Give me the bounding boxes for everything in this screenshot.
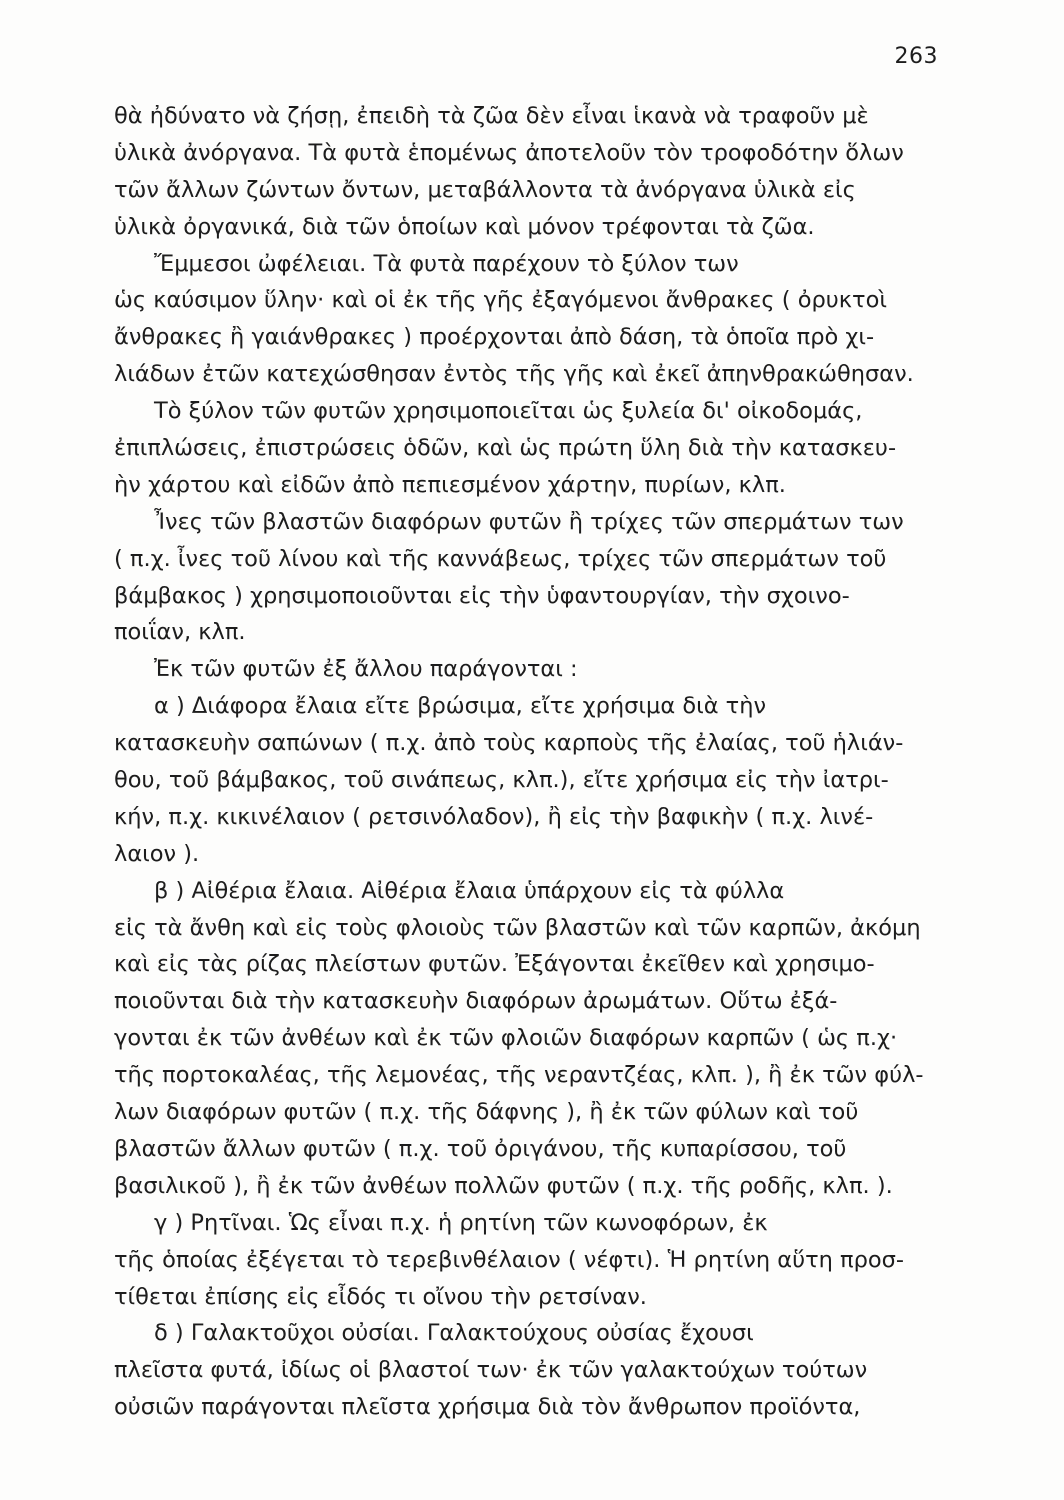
text-line: ὴν χάρτου καὶ εἰδῶν ἀπὸ πεπιεσμένον χάρτην, πυρίων, κλπ.: [114, 471, 786, 498]
text-line: Ἶνες τῶν βλαστῶν διαφόρων φυτῶν ἢ τρίχες τῶν σπερμάτων των: [154, 508, 904, 535]
text-line: ποιοῦνται διὰ τὴν κατασκευὴν διαφόρων ἀρωμάτων. Οὕτω ἐξά-: [114, 988, 838, 1015]
text-line: πλεῖστα φυτά, ἰδίως οἱ βλαστοί των· ἐκ τῶν γαλακτούχων τούτων: [114, 1357, 868, 1384]
text-line: α ) Διάφορα ἔλαια εἴτε βρώσιμα, εἴτε χρήσιμα διὰ τὴν: [154, 693, 767, 720]
text-line: Ἔμμεσοι ὠφέλειαι. Τὰ φυτὰ παρέχουν τὸ ξύλον των: [154, 250, 739, 277]
text-line: τῆς πορτοκαλέας, τῆς λεμονέας, τῆς νεραντζέας, κλπ. ), ἢ ἐκ τῶν φύλ-: [114, 1062, 924, 1089]
text-line: λιάδων ἐτῶν κατεχώσθησαν ἐντὸς τῆς γῆς καὶ ἐκεῖ ἀπηνθρακώθησαν.: [114, 361, 914, 388]
text-line: ( π.χ. ἶνες τοῦ λίνου καὶ τῆς καννάβεως, τρίχες τῶν σπερμάτων τοῦ: [114, 545, 887, 572]
text-line: β ) Αἰθέρια ἔλαια. Αἰθέρια ἔλαια ὑπάρχουν εἰς τὰ φύλλα: [154, 877, 785, 904]
text-line: καὶ εἰς τὰς ρίζας πλείστων φυτῶν. Ἐξάγονται ἐκεῖθεν καὶ χρησιμο-: [114, 951, 875, 978]
text-line: λαιον ).: [114, 840, 200, 867]
text-line: ποιΐαν, κλπ.: [114, 619, 246, 646]
text-line: Ἐκ τῶν φυτῶν ἐξ ἄλλου παράγονται :: [154, 656, 578, 683]
text-line: κατασκευὴν σαπώνων ( π.χ. ἀπὸ τοὺς καρποὺς τῆς ἐλαίας, τοῦ ἡλιάν-: [114, 730, 904, 757]
text-line: γ ) Ρητῖναι. Ὡς εἶναι π.χ. ἡ ρητίνη τῶν κωνοφόρων, ἐκ: [154, 1209, 768, 1236]
text-line: ὡς καύσιμον ὕλην· καὶ οἱ ἐκ τῆς γῆς ἐξαγόμενοι ἄνθρακες ( ὀρυκτοὶ: [114, 287, 887, 314]
text-line: τῆς ὁποίας ἐξέγεται τὸ τερεβινθέλαιον ( νέφτι). Ἡ ρητίνη αὕτη προσ-: [114, 1246, 905, 1273]
text-line: ἄνθρακες ἢ γαιάνθρακες ) προέρχονται ἀπὸ δάση, τὰ ὁποῖα πρὸ χι-: [114, 324, 875, 351]
text-line: βλαστῶν ἄλλων φυτῶν ( π.χ. τοῦ ὀριγάνου, τῆς κυπαρίσσου, τοῦ: [114, 1135, 847, 1162]
text-line: λων διαφόρων φυτῶν ( π.χ. τῆς δάφνης ), ἢ ἐκ τῶν φύλων καὶ τοῦ: [114, 1099, 859, 1126]
text-line: βάμβακος ) χρησιμοποιοῦνται εἰς τὴν ὑφαντουργίαν, τὴν σχοινο-: [114, 582, 850, 609]
text-line: βασιλικοῦ ), ἢ ἐκ τῶν ἀνθέων πολλῶν φυτῶν ( π.χ. τῆς ροδῆς, κλπ. ).: [114, 1172, 893, 1199]
text-line: τῶν ἄλλων ζώντων ὄντων, μεταβάλλοντα τὰ ἀνόργανα ὑλικὰ εἰς: [114, 176, 856, 203]
body-text: [114, 98, 954, 1426]
text-line: τίθεται ἐπίσης εἰς εἶδός τι οἴνου τὴν ρετσίναν.: [114, 1283, 647, 1310]
text-line: ὑλικὰ ὀργανικά, διὰ τῶν ὁποίων καὶ μόνον τρέφονται τὰ ζῶα.: [114, 213, 815, 240]
text-line: ὑλικὰ ἀνόργανα. Τὰ φυτὰ ἑπομένως ἀποτελοῦν τὸν τροφοδότην ὅλων: [114, 139, 904, 166]
text-line: εἰς τὰ ἄνθη καὶ εἰς τοὺς φλοιοὺς τῶν βλαστῶν καὶ τῶν καρπῶν, ἀκόμη: [114, 914, 921, 941]
text-line: κήν, π.χ. κικινέλαιον ( ρετσινόλαδον), ἢ εἰς τὴν βαφικὴν ( π.χ. λινέ-: [114, 803, 874, 830]
text-line: γονται ἐκ τῶν ἀνθέων καὶ ἐκ τῶν φλοιῶν διαφόρων καρπῶν ( ὡς π.χ·: [114, 1025, 898, 1052]
text-line: θὰ ἠδύνατο νὰ ζήσῃ, ἐπειδὴ τὰ ζῶα δὲν εἶναι ἱκανὰ νὰ τραφοῦν μὲ: [114, 103, 869, 129]
page-number: 263: [894, 44, 938, 69]
text-line: οὐσιῶν παράγονται πλεῖστα χρήσιμα διὰ τὸν ἄνθρωπον προϊόντα,: [114, 1394, 861, 1421]
text-line: δ ) Γαλακτοῦχοι οὐσίαι. Γαλακτούχους οὐσίας ἔχουσι: [154, 1320, 754, 1347]
text-line: ἐπιπλώσεις, ἐπιστρώσεις ὁδῶν, καὶ ὡς πρώτη ὕλη διὰ τὴν κατασκευ-: [114, 435, 897, 462]
text-line: θου, τοῦ βάμβακος, τοῦ σινάπεως, κλπ.), εἴτε χρήσιμα εἰς τὴν ἰατρι-: [114, 767, 889, 794]
text-line: Τὸ ξύλον τῶν φυτῶν χρησιμοποιεῖται ὡς ξυλεία δι' οἰκοδομάς,: [154, 398, 863, 425]
